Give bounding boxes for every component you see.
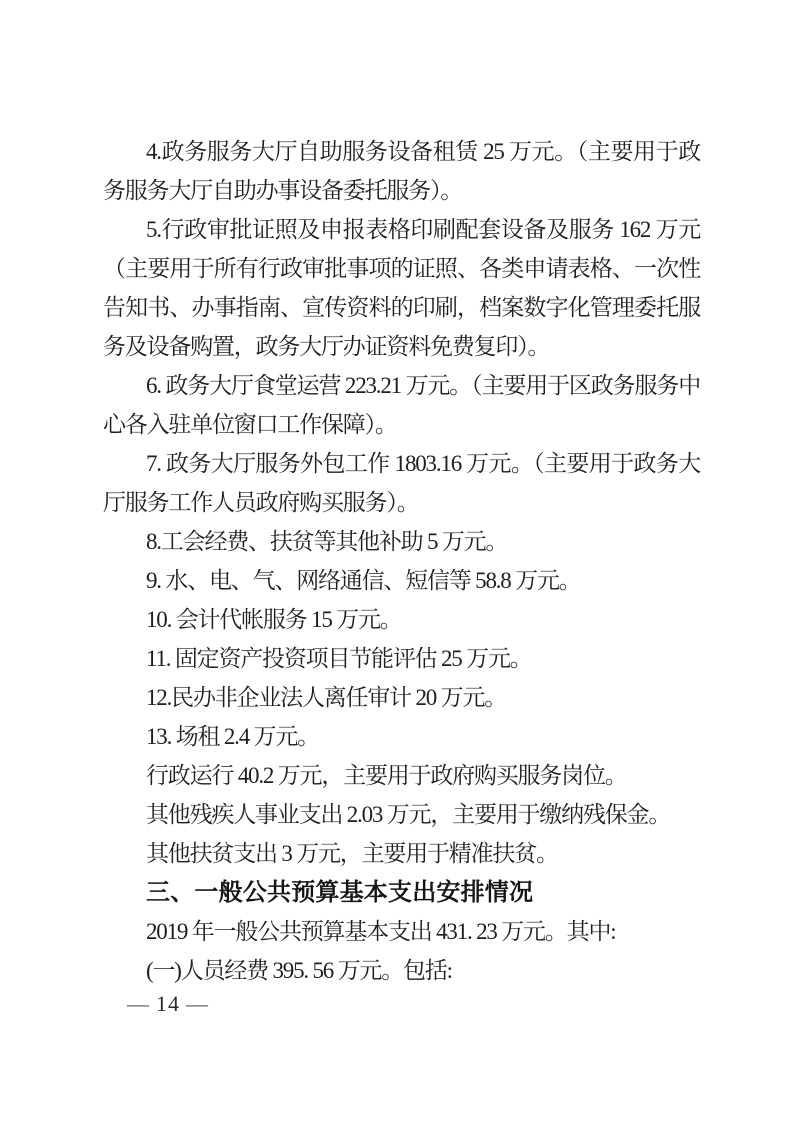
paragraph-poverty-relief: 其他扶贫支出 3 万元，主要用于精准扶贫。	[146, 841, 558, 866]
paragraph-admin-operation: 行政运行 40.2 万元，主要用于政府购买服务岗位。	[146, 763, 627, 788]
paragraph-item-4: 4.政务服务大厅自助服务设备租赁 25 万元。（主要用于政务服务大厅自助办事设备委托服务）。	[103, 139, 700, 203]
paragraph-disabled-fund: 其他残疾人事业支出 2.03 万元，主要用于缴纳残保金。	[146, 802, 671, 827]
section-3-heading: 三、一般公共预算基本支出安排情况	[146, 879, 534, 906]
page-number-dash-right: —	[186, 991, 209, 1016]
document-body	[103, 132, 700, 990]
page-number-dash-left: —	[127, 991, 150, 1016]
page-number	[121, 991, 215, 1017]
paragraph-item-10: 10. 会计代帐服务 15 万元。	[146, 607, 402, 632]
paragraph-item-6: 6. 政务大厅食堂运营 223.21 万元。（主要用于区政务服务中心各入驻单位窗口工作保障）。	[103, 373, 700, 437]
paragraph-basic-expenditure-total: 2019 年一般公共预算基本支出 431. 23 万元。其中:	[146, 919, 616, 944]
page-number-value: 14	[156, 991, 180, 1016]
paragraph-item-9: 9. 水、电、气、网络通信、短信等 58.8 万元。	[146, 568, 581, 593]
paragraph-item-13: 13. 场租 2.4 万元。	[146, 724, 319, 749]
paragraph-item-8: 8.工会经费、扶贫等其他补助 5 万元。	[146, 529, 508, 554]
paragraph-item-12: 12.民办非企业法人离任审计 20 万元。	[146, 685, 507, 710]
paragraph-item-5: 5.行政审批证照及申报表格印刷配套设备及服务 162 万元（主要用于所有行政审批事项的证照、各类申请表格、一次性告知书、办事指南、宣传资料的印刷，档案数字化管理委托服务及设备购置，政务大厅办证资料免费复印）。	[103, 217, 700, 359]
paragraph-item-11: 11. 固定资产投资项目节能评估 25 万元。	[146, 646, 532, 671]
paragraph-personnel-funds: (一)人员经费 395. 56 万元。包括:	[146, 958, 452, 983]
paragraph-item-7: 7. 政务大厅服务外包工作 1803.16 万元。（主要用于政务大厅服务工作人员政府购买服务）。	[103, 451, 700, 515]
